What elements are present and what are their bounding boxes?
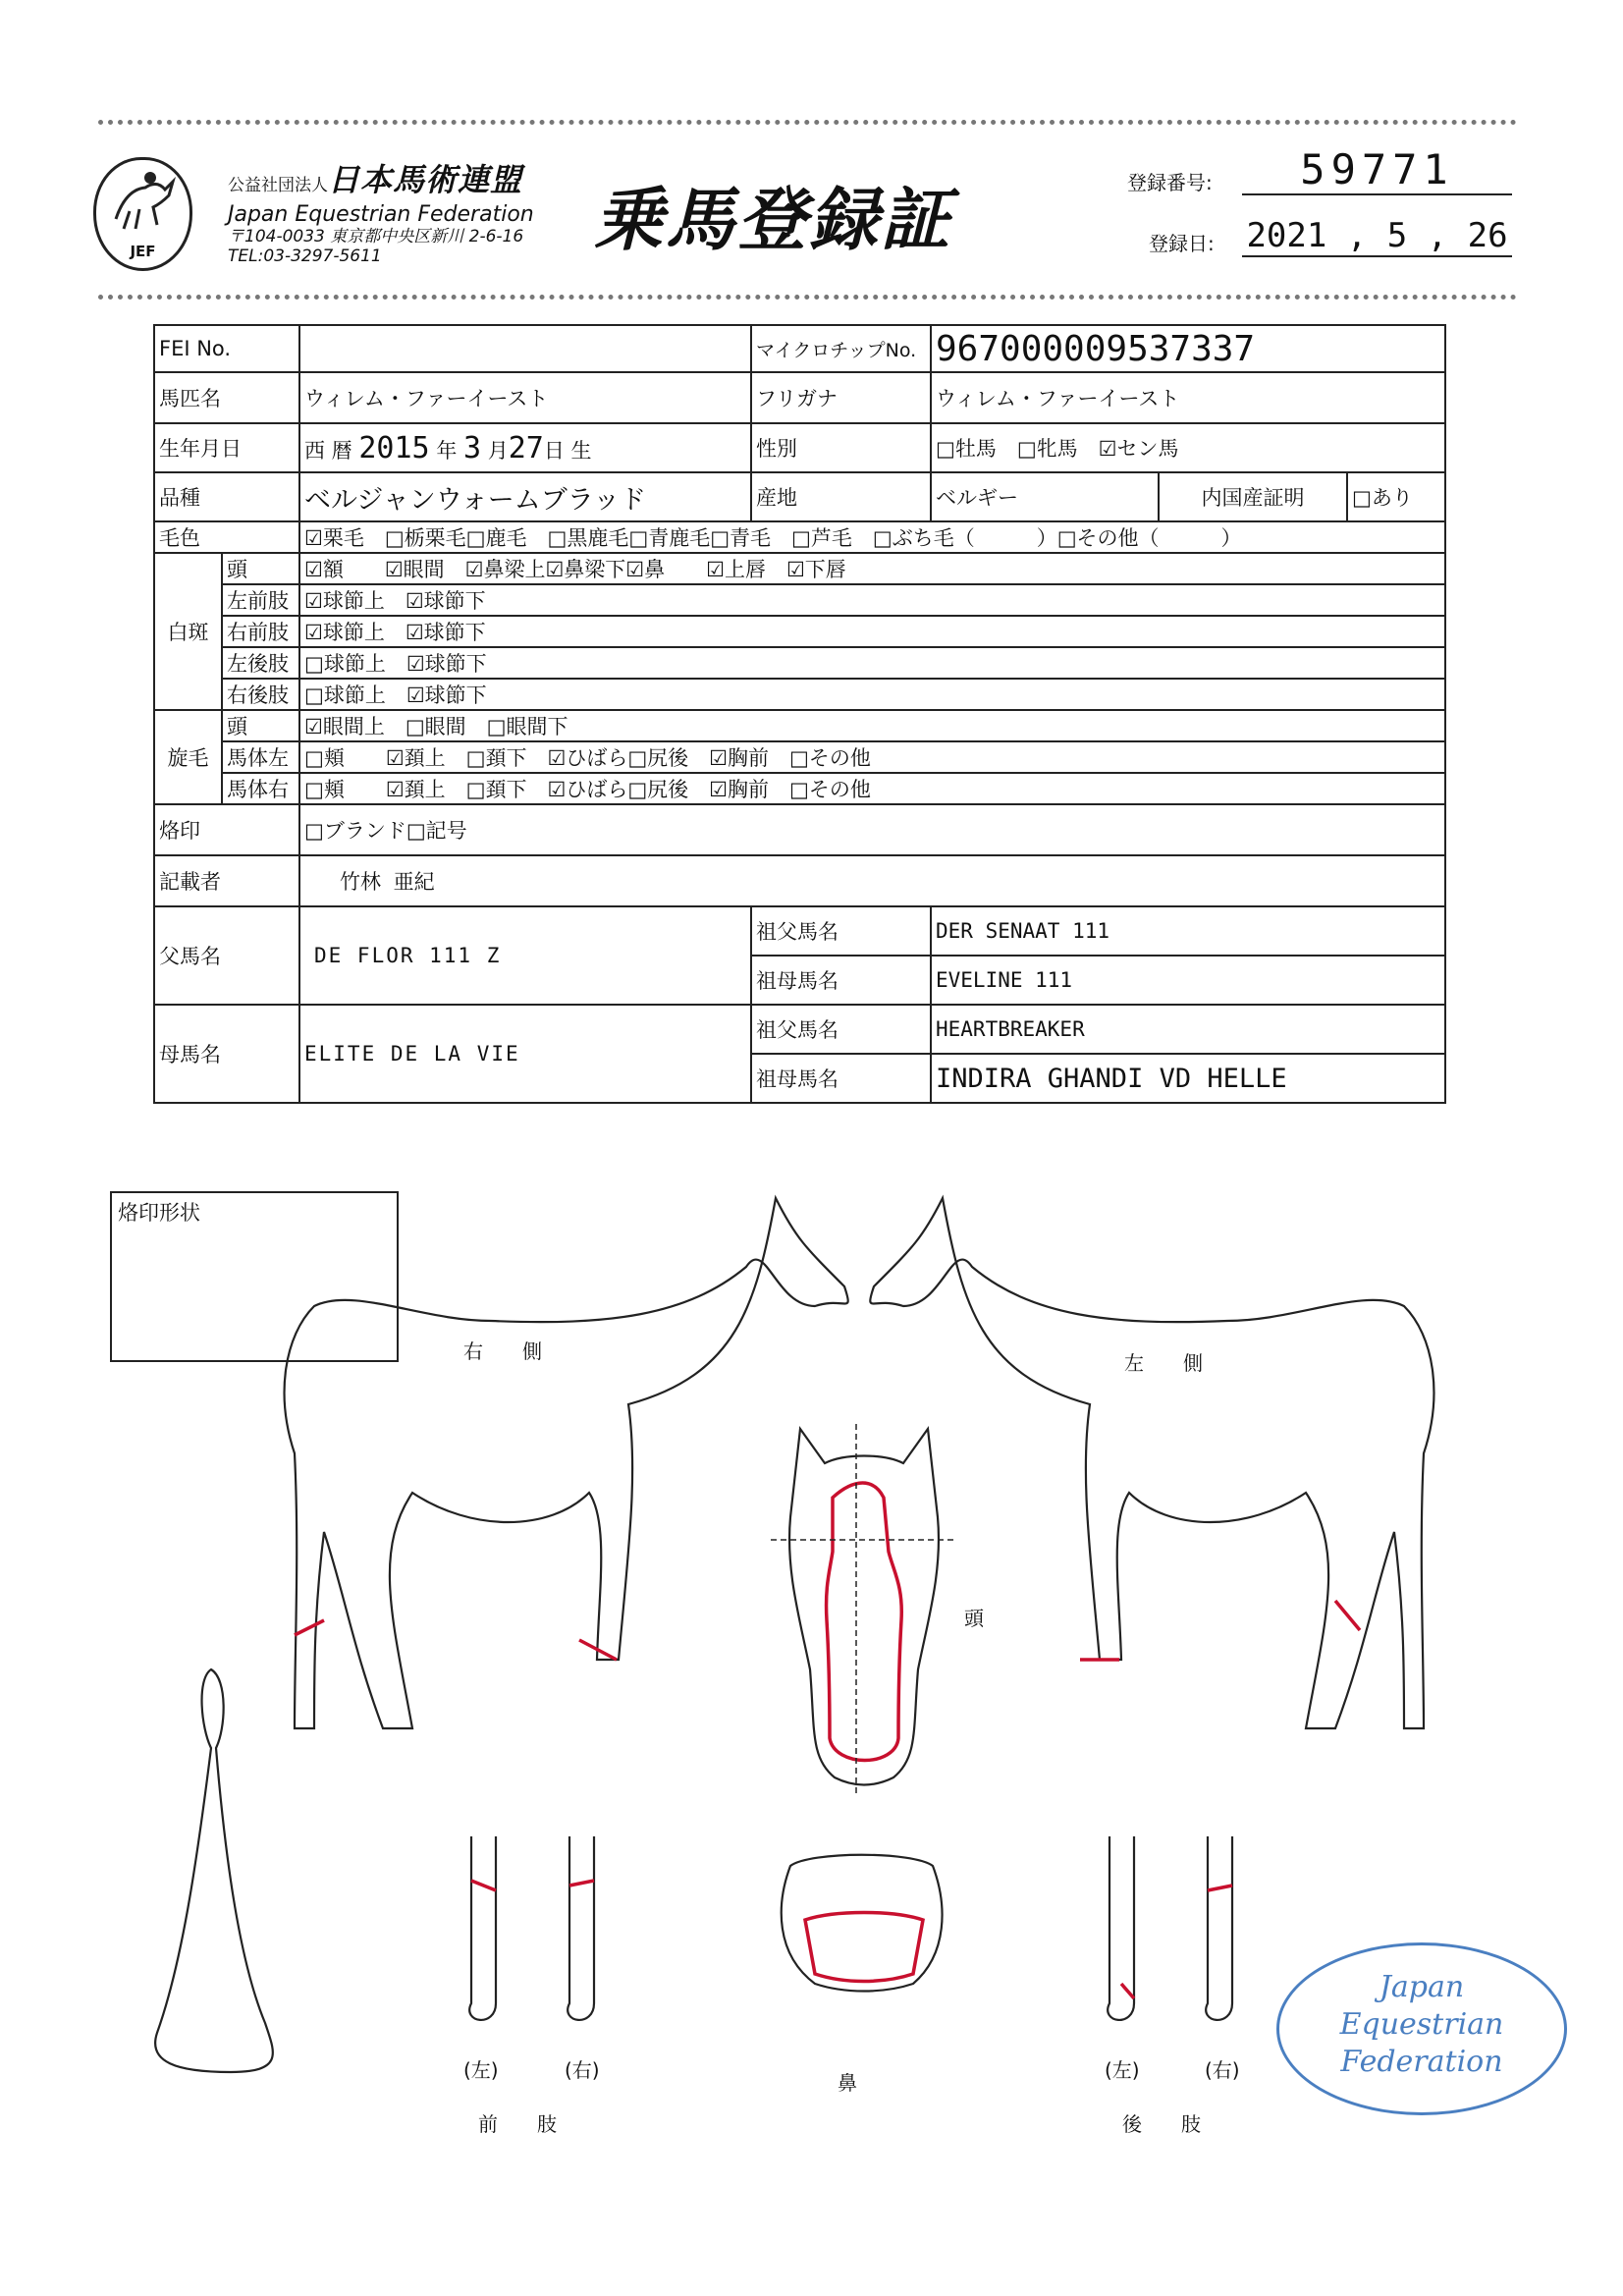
org-tel: TEL:03-3297-5611 (228, 246, 382, 266)
dob-day-unit: 日 生 (543, 438, 592, 463)
granddam-label: 祖母馬名 (751, 1054, 931, 1103)
hind-right-label: (右) (1205, 2058, 1240, 2082)
dob-year-unit: 年 (436, 438, 458, 463)
org-name-en: Japan Equestrian Federation (228, 202, 534, 227)
reg-no-label: 登録番号: (1127, 171, 1213, 194)
hindlimb-label: 後 肢 (1122, 2112, 1201, 2136)
origin-value: ベルギー (931, 472, 1159, 521)
sire-sire-value: DER SENAAT 111 (931, 906, 1445, 956)
reg-date-value: 2021 , 5 , 26 (1242, 216, 1512, 257)
right-side-label: 右 側 (463, 1339, 542, 1363)
fei-label: FEI No. (154, 325, 299, 372)
name-value: ウィレム・ファーイースト (299, 372, 751, 423)
origin-label: 産地 (751, 472, 931, 521)
sex-label: 性別 (751, 423, 931, 472)
whorl-part: 頭 (222, 710, 299, 741)
whorl-part: 馬体左 (222, 741, 299, 773)
hind-left-label: (左) (1105, 2058, 1140, 2082)
whorls-label: 旋毛 (154, 710, 222, 804)
color-label: 毛色 (154, 521, 299, 553)
brand-shape-label: 烙印形状 (118, 1201, 200, 1225)
name-label: 馬匹名 (154, 372, 299, 423)
head-markings (827, 1483, 902, 1761)
marking-part: 右前肢 (222, 616, 299, 647)
left-side-label: 左 側 (1124, 1351, 1203, 1375)
chip-value: 967000009537337 (931, 325, 1445, 372)
grandsire-label: 祖父馬名 (751, 906, 931, 956)
marking-value: ☑球節上 ☑球節下 (299, 616, 1445, 647)
sex-options: □牡馬 □牝馬 ☑セン馬 (931, 423, 1445, 472)
reg-date-label: 登録日: (1149, 232, 1215, 255)
nose-markings (805, 1913, 923, 1982)
dob-year: 2015 (358, 430, 430, 465)
federation-stamp (1276, 1942, 1567, 2115)
marking-value: ☑球節上 ☑球節下 (299, 584, 1445, 616)
markings-label: 白斑 (154, 553, 222, 710)
marking-value: □球節上 ☑球節下 (299, 647, 1445, 679)
logo-text: JEF (130, 243, 156, 260)
dob-day: 27 (508, 430, 544, 465)
sire-dam-value: EVELINE 111 (931, 956, 1445, 1005)
left-side-horse-outline (870, 1198, 1434, 1728)
domestic-cert-option: □あり (1347, 472, 1445, 521)
recorder-label: 記載者 (154, 855, 299, 906)
marking-part: 左前肢 (222, 584, 299, 616)
sire-label: 父馬名 (154, 906, 299, 1005)
whorl-value: □頬 ☑頚上 □頚下 ☑ひばら□尻後 ☑胸前 □その他 (299, 741, 1445, 773)
granddam-label: 祖母馬名 (751, 956, 931, 1005)
marking-value: □球節上 ☑球節下 (299, 679, 1445, 710)
chip-label: マイクロチップNo. (751, 325, 931, 372)
fore-right-label: (右) (565, 2058, 600, 2082)
dob-month: 3 (463, 430, 482, 465)
stamp-line-1: Japan (1379, 1970, 1465, 2004)
dam-label: 母馬名 (154, 1005, 299, 1103)
dob-prefix: 西 暦 (304, 438, 352, 463)
rear-view-outline (155, 1669, 273, 2072)
whorl-value: ☑眼間上 □眼間 □眼間下 (299, 710, 1445, 741)
org-prefix: 公益社団法人 (228, 176, 328, 195)
whorl-value: □頬 ☑頚上 □頚下 ☑ひばら□尻後 ☑胸前 □その他 (299, 773, 1445, 804)
marking-value: ☑額 ☑眼間 ☑鼻梁上☑鼻梁下☑鼻 ☑上唇 ☑下唇 (299, 553, 1445, 584)
org-name: 日本馬術連盟 (328, 161, 523, 198)
stamp-line-2: Equestrian (1339, 2007, 1504, 2042)
grandsire-label: 祖父馬名 (751, 1005, 931, 1054)
domestic-cert-label: 内国産証明 (1159, 472, 1347, 521)
sire-value: DE FLOR 111 Z (299, 906, 751, 1005)
brand-label: 烙印 (154, 804, 299, 855)
nose-label: 鼻 (838, 2071, 857, 2095)
dob-month-unit: 月 (487, 438, 509, 463)
dam-sire-value: HEARTBREAKER (931, 1005, 1445, 1054)
marking-part: 右後肢 (222, 679, 299, 710)
breed-label: 品種 (154, 472, 299, 521)
dam-dam-value: INDIRA GHANDI VD HELLE (931, 1054, 1445, 1103)
color-options: ☑栗毛 □栃栗毛□鹿毛 □黒鹿毛□青鹿毛□青毛 □芦毛 □ぶち毛（ ）□その他（ ） (299, 521, 1445, 553)
head-label: 頭 (964, 1607, 984, 1630)
furigana-value: ウィレム・ファーイースト (931, 372, 1445, 423)
marking-part: 左後肢 (222, 647, 299, 679)
document-title: 乗馬登録証 (594, 180, 952, 260)
stamp-line-3: Federation (1340, 2045, 1503, 2079)
right-side-horse-outline (285, 1198, 848, 1728)
org-address: 〒104-0033 東京都中央区新川 2-6-16 (228, 227, 524, 246)
furigana-label: フリガナ (751, 372, 931, 423)
limb-outlines (469, 1836, 1232, 2020)
marking-part: 頭 (222, 553, 299, 584)
fore-left-label: (左) (463, 2058, 499, 2082)
dob-label: 生年月日 (154, 423, 299, 472)
brand-options: □ブランド□記号 (299, 804, 1445, 855)
recorder-value: 竹林 亜紀 (299, 855, 1445, 906)
dam-value: ELITE DE LA VIE (299, 1005, 751, 1103)
breed-value: ベルジャンウォームブラッド (299, 472, 751, 521)
reg-no-value: 59771 (1242, 145, 1512, 195)
forelimb-label: 前 肢 (478, 2112, 557, 2136)
whorl-part: 馬体右 (222, 773, 299, 804)
